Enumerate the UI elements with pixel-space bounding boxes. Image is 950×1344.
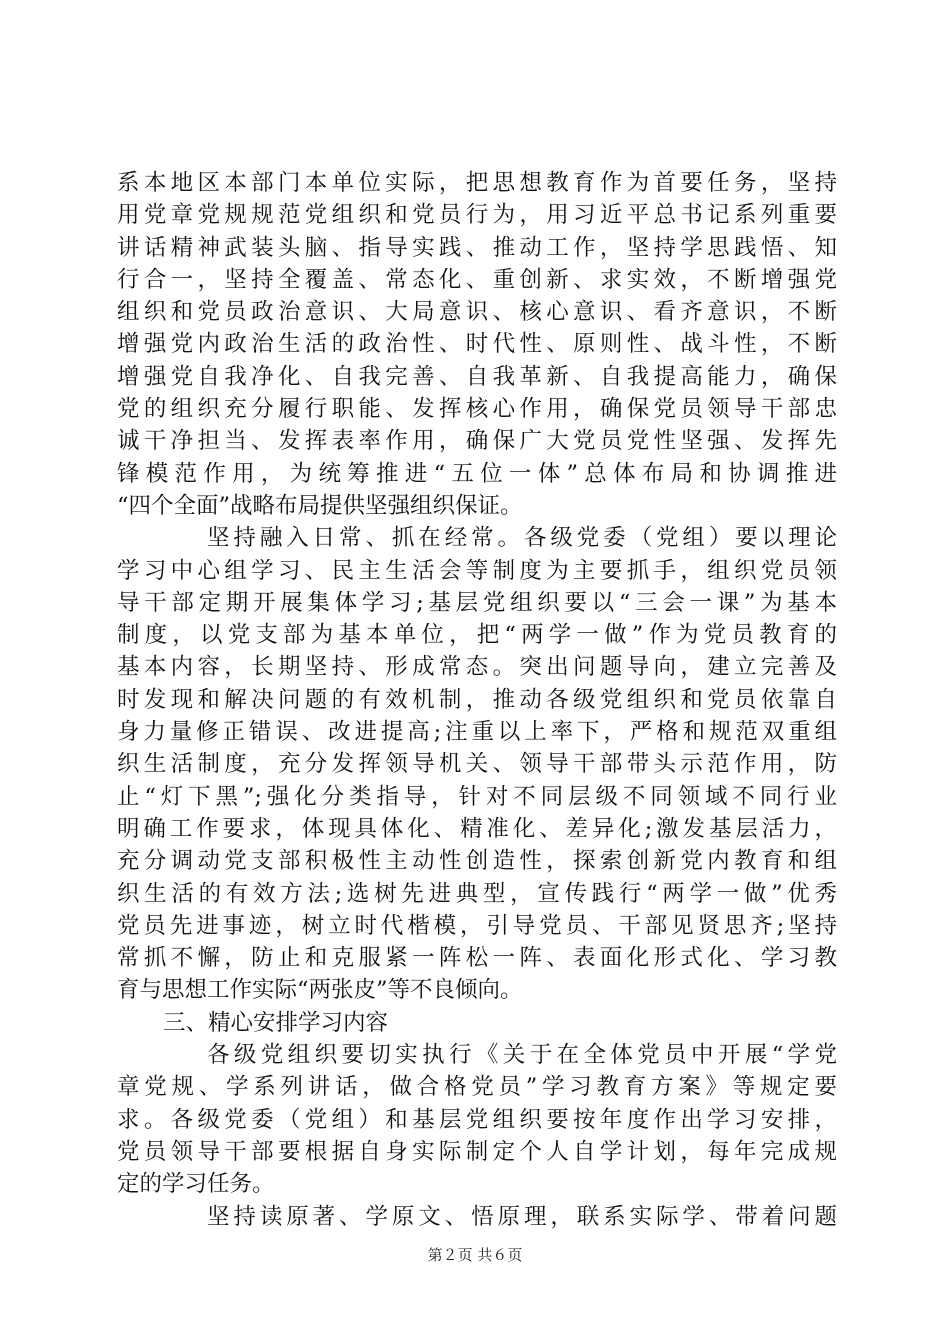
text-line: 基本内容，长期坚持、形成常态。突出问题导向，建立完善及 xyxy=(117,654,837,681)
text-line: 讲话精神武装头脑、指导实践、推动工作，坚持学思践悟、知 xyxy=(117,234,837,261)
text-line: 明确工作要求，体现具体化、精准化、差异化;激发基层活力， xyxy=(117,815,837,842)
text-line: 行合一，坚持全覆盖、常态化、重创新、求实效，不断增强党 xyxy=(117,266,837,293)
text-line: 常抓不懈，防止和克服紧一阵松一阵、表面化形式化、学习教 xyxy=(117,945,837,972)
text-line: 导干部定期开展集体学习;基层党组织要以“三会一课”为基本 xyxy=(117,589,837,616)
text-line: 坚持融入日常、抓在经常。各级党委（党组）要以理论 xyxy=(207,525,837,552)
text-line: 织生活制度，充分发挥领导机关、领导干部带头示范作用，防 xyxy=(117,751,837,778)
text-line: 党的组织充分履行职能、发挥核心作用，确保党员领导干部忠 xyxy=(117,396,837,423)
text-line: 育与思想工作实际“两张皮”等不良倾向。 xyxy=(117,977,523,1004)
document-body xyxy=(117,167,837,1233)
text-line: 各级党组织要切实执行《关于在全体党员中开展“学党 xyxy=(207,1042,837,1069)
text-line: 组织和党员政治意识、大局意识、核心意识、看齐意识，不断 xyxy=(117,299,837,326)
section-heading: 三、精心安排学习内容 xyxy=(163,1009,389,1036)
text-line: 学习中心组学习、民主生活会等制度为主要抓手，组织党员领 xyxy=(117,557,837,584)
text-line: 身力量修正错误、改进提高;注重以上率下，严格和规范双重组 xyxy=(117,719,837,746)
text-line: 用党章党规规范党组织和党员行为，用习近平总书记系列重要 xyxy=(117,202,837,229)
text-line: 诚干净担当、发挥表率作用，确保广大党员党性坚强、发挥先 xyxy=(117,428,837,455)
text-line: 定的学习任务。 xyxy=(117,1171,275,1198)
text-line: 充分调动党支部积极性主动性创造性，探索创新党内教育和组 xyxy=(117,848,837,875)
text-line: 章党规、学系列讲话，做合格党员”学习教育方案》等规定要 xyxy=(117,1074,837,1101)
text-line: 锋模范作用，为统筹推进“五位一体”总体布局和协调推进 xyxy=(117,460,837,487)
text-line: 时发现和解决问题的有效机制，推动各级党组织和党员依靠自 xyxy=(117,686,837,713)
text-line: 党员先进事迹，树立时代楷模，引导党员、干部见贤思齐;坚持 xyxy=(117,912,837,939)
text-line: 止“灯下黑”;强化分类指导，针对不同层级不同领域不同行业 xyxy=(117,783,837,810)
text-line: 系本地区本部门本单位实际，把思想教育作为首要任务，坚持 xyxy=(117,170,837,196)
text-line: 织生活的有效方法;选树先进典型，宣传践行“两学一做”优秀 xyxy=(117,880,837,907)
text-line: 增强党自我净化、自我完善、自我革新、自我提高能力，确保 xyxy=(117,363,837,390)
text-line: 求。各级党委（党组）和基层党组织要按年度作出学习安排， xyxy=(117,1106,837,1133)
text-line: 坚持读原著、学原文、悟原理，联系实际学、带着问题 xyxy=(207,1203,837,1230)
text-line: 党员领导干部要根据自身实际制定个人自学计划，每年完成规 xyxy=(117,1138,837,1165)
text-line: “四个全面”战略布局提供坚强组织保证。 xyxy=(117,492,523,519)
page-footer xyxy=(0,1244,950,1265)
text-line: 增强党内政治生活的政治性、时代性、原则性、战斗性，不断 xyxy=(117,331,837,358)
text-line: 制度，以党支部为基本单位，把“两学一做”作为党员教育的 xyxy=(117,622,837,649)
page-number: 第２页 共６页 xyxy=(427,1246,523,1264)
